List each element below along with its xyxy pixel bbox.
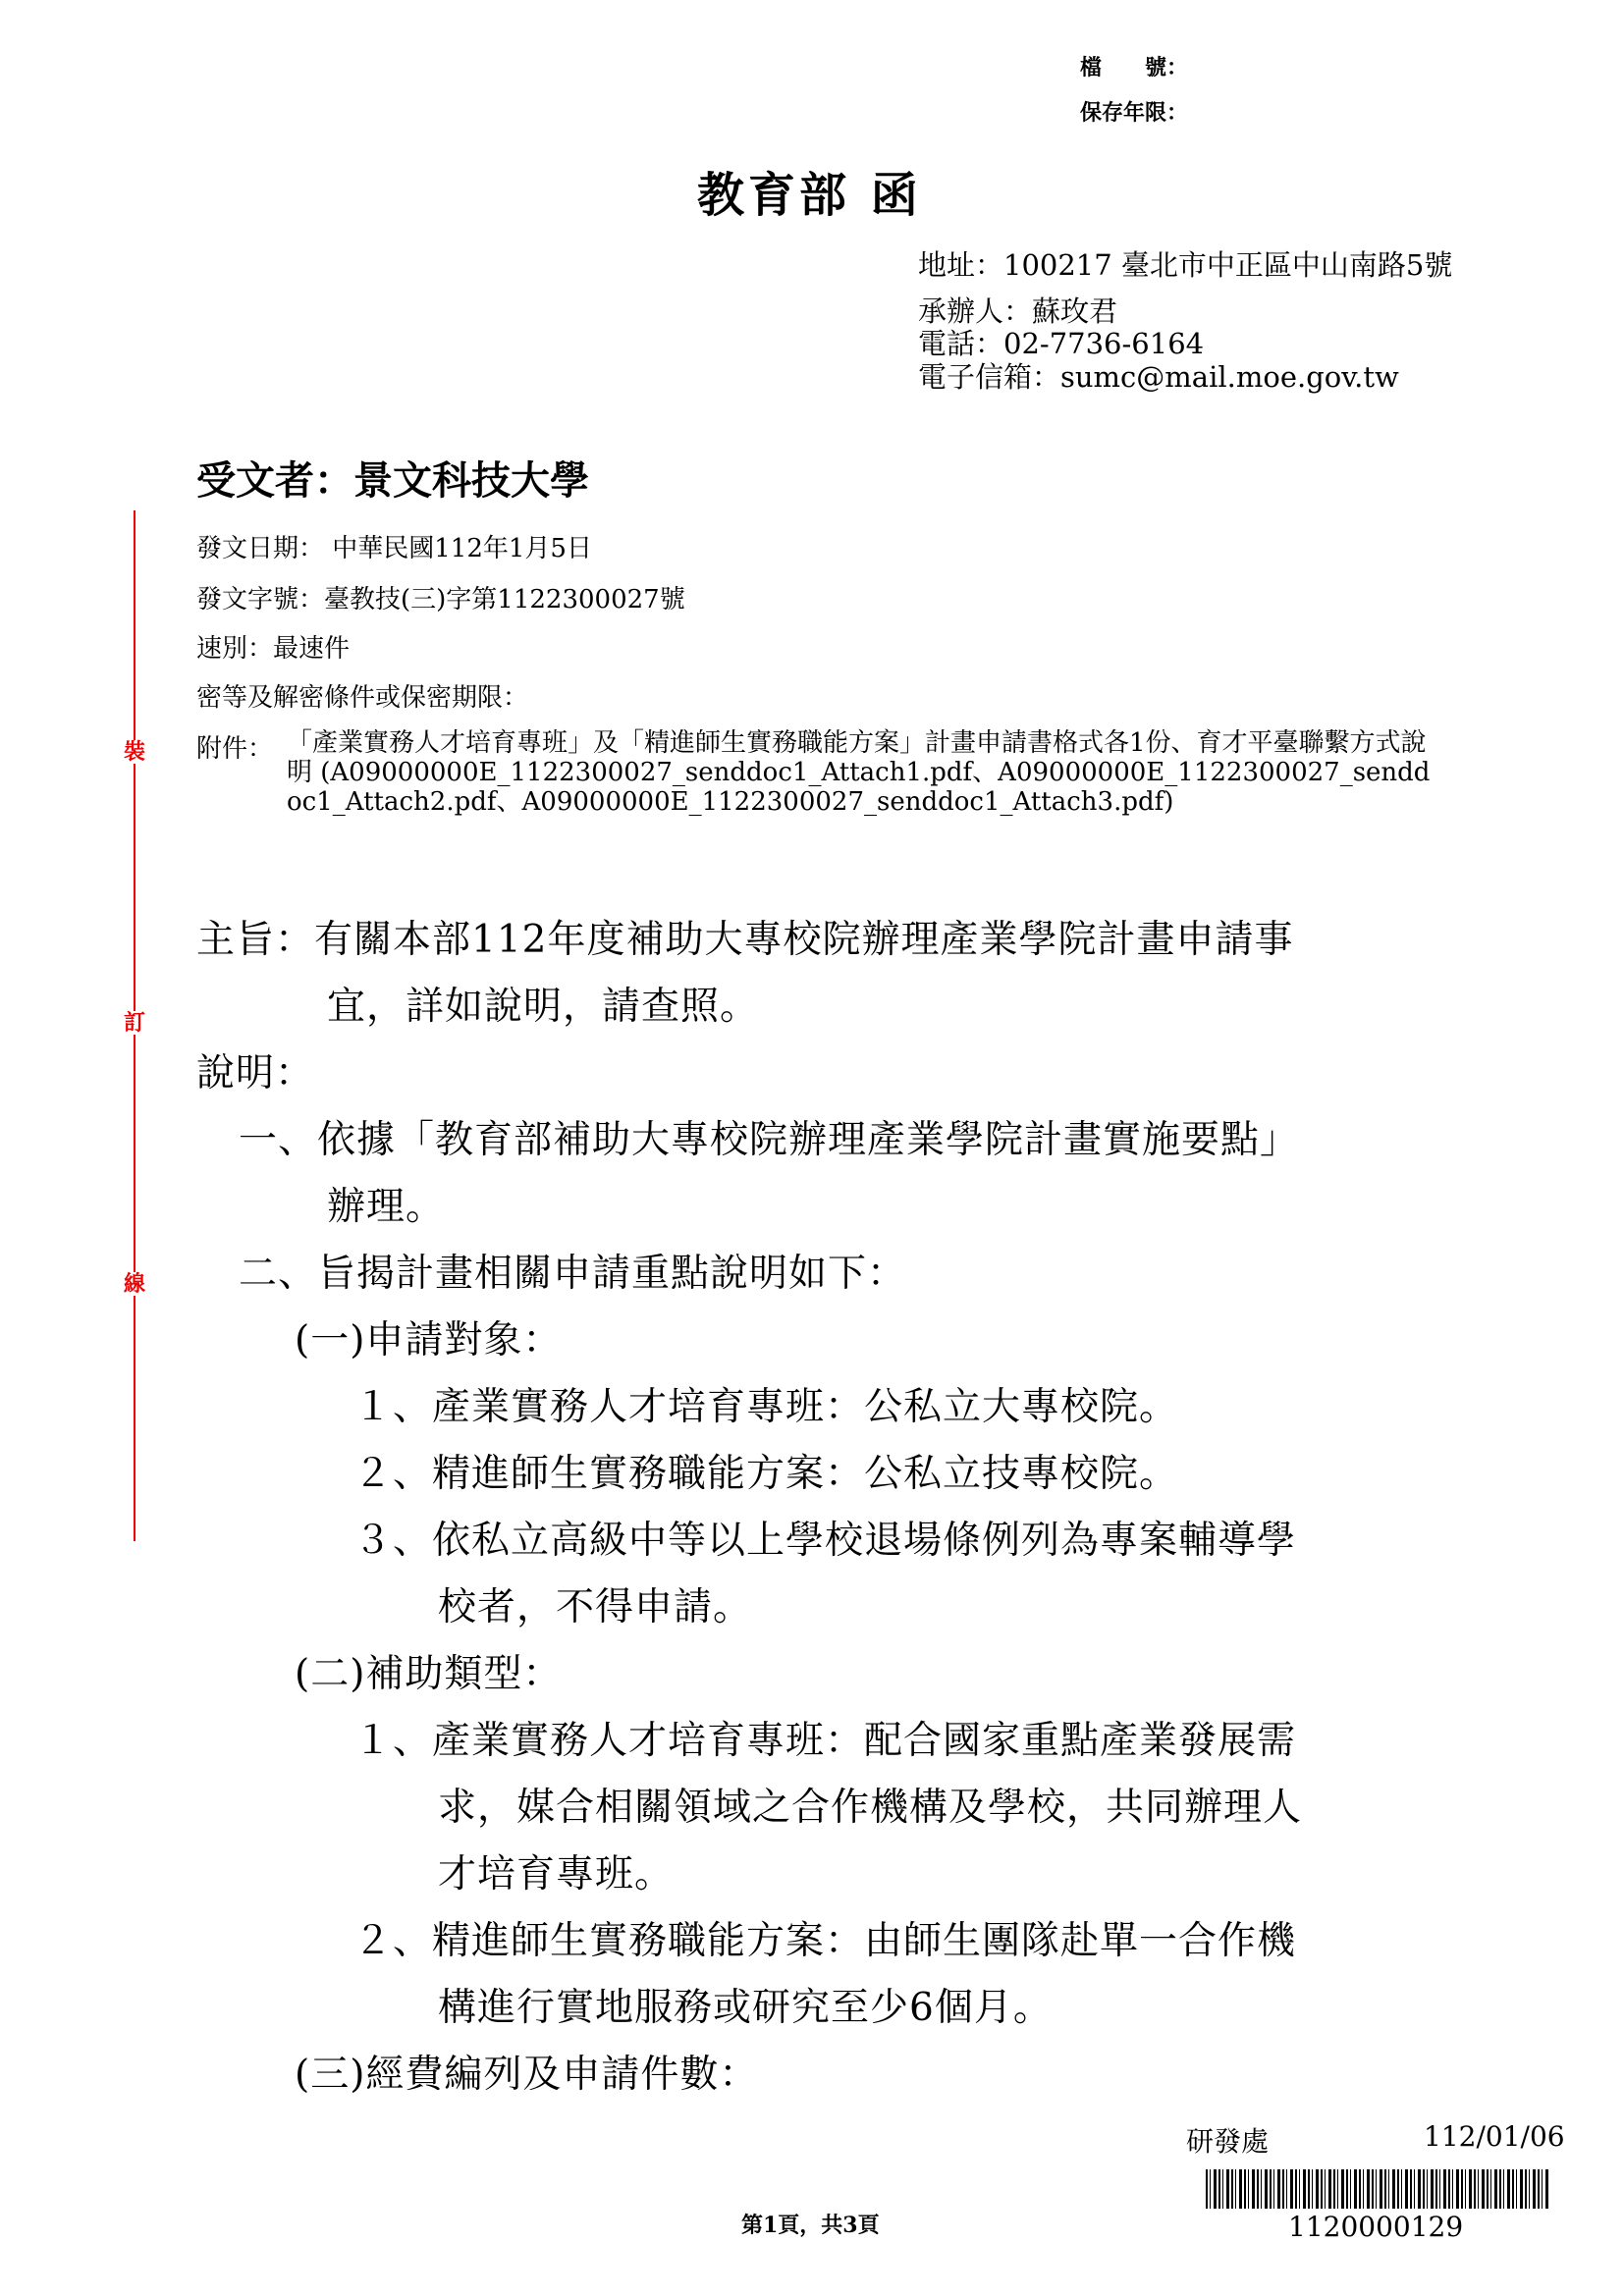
subject-line: 主旨：有關本部112年度補助大專校院辦理產業學院計畫申請事	[196, 918, 1294, 962]
department-stamp: 研發處	[1186, 2125, 1270, 2158]
stamp-date: 112/01/06	[1424, 2120, 1565, 2153]
subsidy-type-1: １、產業實務人才培育專班：配合國家重點產業發展需	[353, 1719, 1297, 1763]
email: 電子信箱：sumc@mail.moe.gov.tw	[918, 360, 1399, 394]
address: 地址：100217 臺北市中正區中山南路5號	[918, 248, 1453, 282]
recipient: 受文者：景文科技大學	[196, 457, 589, 504]
page-number: 第1頁，共3頁	[741, 2213, 880, 2238]
attachment-label: 附件：	[196, 734, 274, 764]
document-number: 發文字號：臺教技(三)字第1122300027號	[196, 585, 685, 614]
urgency: 速別：最速件	[196, 634, 351, 664]
explanation-heading: 說明：	[196, 1051, 315, 1095]
document-title: 教育部 函	[697, 168, 922, 223]
subsidy-type-2: ２、精進師生實務職能方案：由師生團隊赴單一合作機	[353, 1919, 1297, 1963]
secrecy-level: 密等及解密條件或保密期限：	[196, 683, 529, 713]
binding-mark-ding: 訂	[124, 1010, 146, 1036]
subsidy-type-1-cont2: 才培育專班。	[438, 1852, 675, 1896]
applicant-3: ３、依私立高級中等以上學校退場條例列為專案輔導學	[353, 1519, 1297, 1563]
section-subsidy-types: (二)補助類型：	[295, 1652, 563, 1696]
applicant-2: ２、精進師生實務職能方案：公私立技專校院。	[353, 1452, 1179, 1496]
binding-mark-zhuang: 裝	[124, 739, 146, 765]
barcode	[1206, 2169, 1549, 2209]
file-number-label: 檔 號：	[1080, 55, 1189, 80]
issue-date: 發文日期： 中華民國112年1月5日	[196, 534, 592, 563]
applicant-3-cont: 校者，不得申請。	[438, 1585, 753, 1629]
section-funding: (三)經費編列及申請件數：	[295, 2053, 759, 2097]
item-2: 二、旨揭計畫相關申請重點說明如下：	[239, 1252, 907, 1296]
subsidy-type-2-cont: 構進行實地服務或研究至少6個月。	[438, 1986, 1053, 2030]
binding-mark-xian: 線	[124, 1271, 146, 1297]
section-applicants: (一)申請對象：	[295, 1318, 563, 1362]
subject-line-cont: 宜，詳如說明，請查照。	[327, 985, 760, 1029]
item-1: 一、依據「教育部補助大專校院辦理產業學院計畫實施要點」	[239, 1118, 1300, 1162]
item-1-cont: 辦理。	[327, 1185, 446, 1229]
barcode-number: 1120000129	[1288, 2211, 1464, 2243]
applicant-1: １、產業實務人才培育專班：公私立大專校院。	[353, 1385, 1179, 1429]
phone: 電話：02-7736-6164	[918, 327, 1205, 360]
handler: 承辦人：蘇玫君	[918, 294, 1118, 328]
subsidy-type-1-cont: 求，媒合相關領域之合作機構及學校，共同辦理人	[438, 1786, 1303, 1830]
retention-period-label: 保存年限：	[1080, 100, 1189, 126]
attachment-text: 「產業實務人才培育專班」及「精進師生實務職能方案」計畫申請書格式各1份、育才平臺聯繫方式說明 (A09000000E_1122300027_senddoc1_Attach1.pdf、A09000000E_1122300027_senddoc1_Attach2.pdf、A09000000E_1122300027_senddoc1_Attach3.pdf)	[287, 728, 1431, 817]
